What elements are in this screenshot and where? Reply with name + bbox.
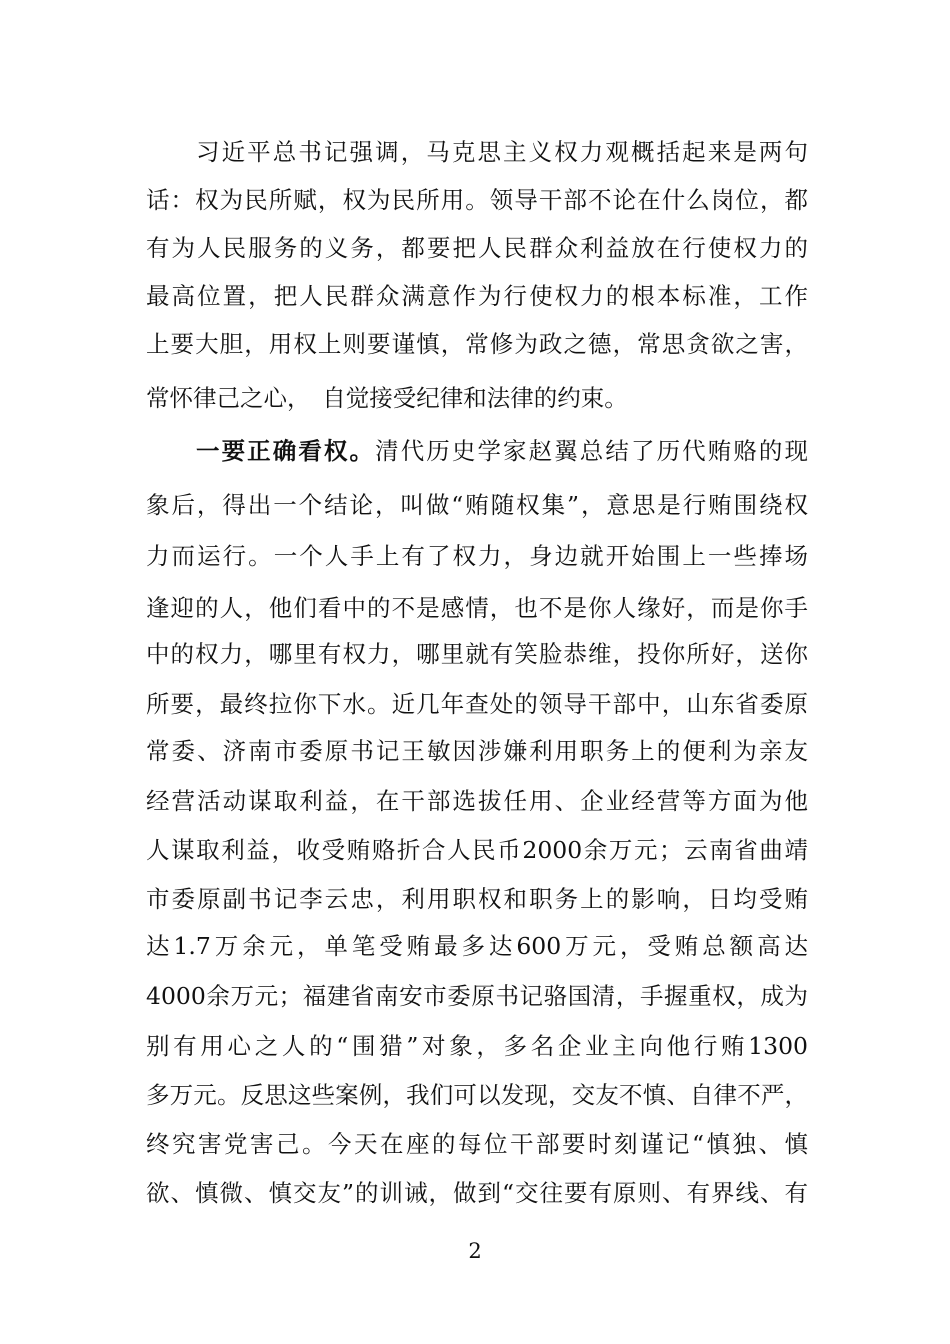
paragraph-1-line-1: 习近平总书记强调，马克思主义权力观概括起来是两句 xyxy=(196,138,808,166)
paragraph-2-line-7: 常委、济南市委原书记王敏因涉嫌利用职务上的便利为亲友 xyxy=(146,737,808,765)
paragraph-2-line-5: 中的权力，哪里有权力，哪里就有笑脸恭维，投你所好，送你 xyxy=(146,640,808,668)
paragraph-1-line-3: 有为人民服务的义务，都要把人民群众利益放在行使权力的 xyxy=(146,234,808,262)
paragraph-2-line-1-text: 清代历史学家赵翼总结了历代贿赂的现 xyxy=(375,437,809,465)
paragraph-2-line-16: 欲、慎微、慎交友”的训诫，做到“交往要有原则、有界线、有 xyxy=(146,1179,808,1207)
paragraph-1-line-6: 常怀律己之心， 自觉接受纪律和法律的约束。 xyxy=(146,384,628,412)
page-number: 2 xyxy=(468,1239,482,1263)
paragraph-2-line-10: 市委原副书记李云忠，利用职权和职务上的影响，日均受贿 xyxy=(146,885,808,913)
paragraph-1-line-2: 话：权为民所赋，权为民所用。领导干部不论在什么岗位，都 xyxy=(146,186,808,214)
paragraph-2-line-4: 逢迎的人，他们看中的不是感情，也不是你人缘好，而是你手 xyxy=(146,594,808,622)
paragraph-2-line-13: 别有用心之人的“围猎”对象，多名企业主向他行贿1300 xyxy=(146,1032,808,1060)
paragraph-2-line-6: 所要，最终拉你下水。近几年查处的领导干部中，山东省委原 xyxy=(146,690,808,718)
paragraph-1-line-5: 上要大胆，用权上则要谨慎，常修为政之德，常思贪欲之害， xyxy=(146,330,808,358)
paragraph-2-line-14: 多万元。反思这些案例，我们可以发现，交友不慎、自律不严， xyxy=(146,1081,808,1109)
paragraph-2-line-3: 力而运行。一个人手上有了权力，身边就开始围上一些捧场 xyxy=(146,542,808,570)
paragraph-2-line-1 xyxy=(196,431,808,471)
paragraph-2-lead: 一要正确看权。 xyxy=(196,437,376,465)
paragraph-2-line-2: 象后，得出一个结论，叫做“贿随权集”，意思是行贿围绕权 xyxy=(146,491,808,519)
paragraph-2-line-15: 终究害党害己。今天在座的每位干部要时刻谨记“慎独、慎 xyxy=(146,1130,808,1158)
paragraph-2-line-9: 人谋取利益，收受贿赂折合人民币2000余万元；云南省曲靖 xyxy=(146,836,808,864)
paragraph-1-line-4: 最高位置，把人民群众满意作为行使权力的根本标准，工作 xyxy=(146,282,808,310)
paragraph-2-line-12: 4000余万元；福建省南安市委原书记骆国清，手握重权，成为 xyxy=(146,982,808,1010)
paragraph-2-line-8: 经营活动谋取利益，在干部选拔任用、企业经营等方面为他 xyxy=(146,787,808,815)
paragraph-2-line-11: 达1.7万余元，单笔受贿最多达600万元，受贿总额高达 xyxy=(146,932,808,960)
